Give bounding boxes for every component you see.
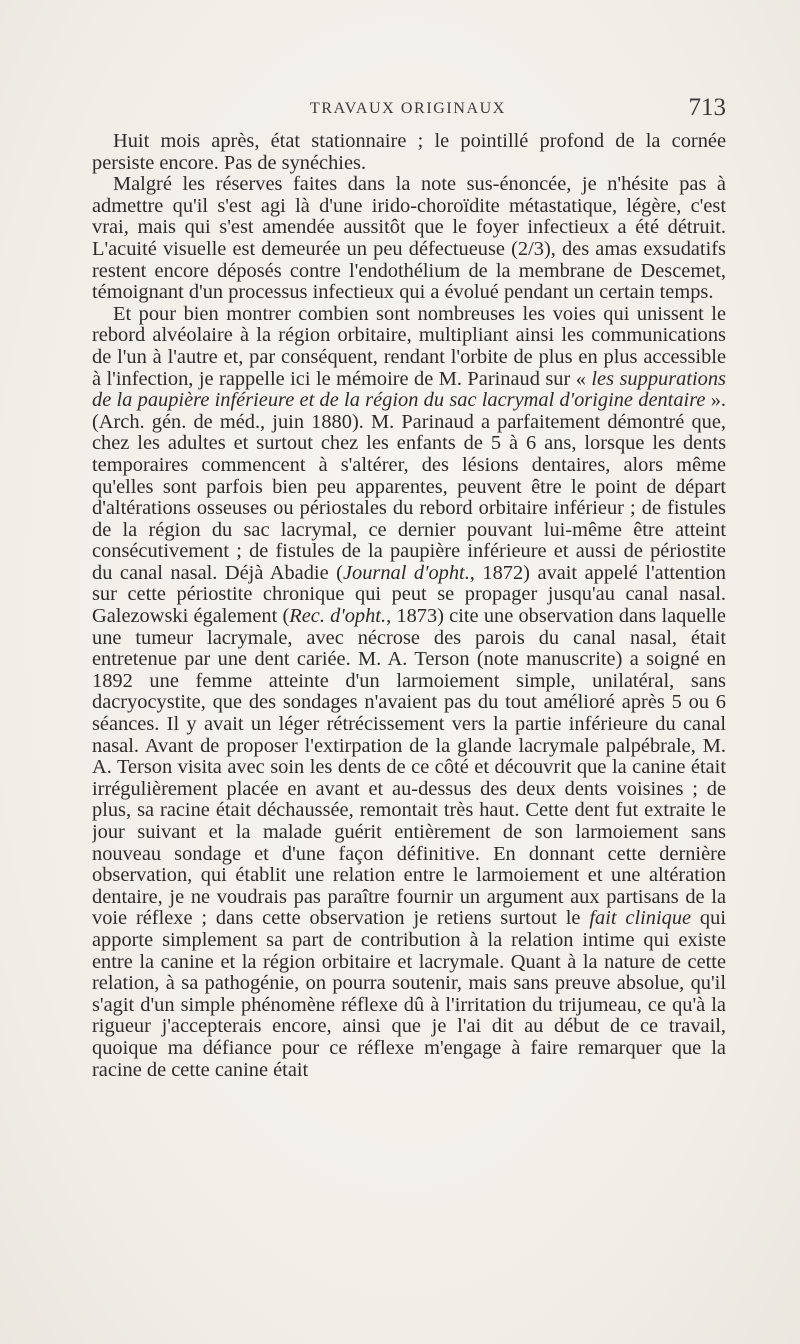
- paragraph-3-segment-3: ». (Arch. gén. de méd., juin 1880). M. Parinaud a parfaitement démontré que, chez les adultes et surtout chez les enfants de 5 à 6 ans, lorsque les dents temporaires commencent à s'altérer, des lésions dentaires, alors même qu'elles sont parfois bien peu apparentes, peuvent être le point de départ d'altérations osseuses ou périostales du rebord orbitaire inférieur ; de fistules de la région du sac lacrymal, ce dernier pouvant lui-même être atteint consécutivement ; de fistules de la paupière inférieure et aussi de périostite du canal nasal. Déjà Abadie (: [92, 389, 726, 584]
- page-header: [92, 96, 726, 126]
- paragraph-2: [92, 174, 726, 304]
- paragraph-1: [92, 131, 726, 174]
- page-number: 713: [688, 94, 726, 121]
- paragraph-3-rec-italic: Rec. d'opht.: [289, 605, 387, 628]
- paragraph-2-segment-1: Malgré les réserves faites dans la note sus-énoncée, je n'hésite pas à admettre qu'il s'est agi là d'une irido-choroïdite métastatique, légère, c'est vrai, mais qui s'est amendée aussitôt que le foyer infectieux a été détruit. L'acuité visuelle est demeurée un peu défectueuse (2/3), des amas exsudatifs restent encore déposés contre l'endothélium de la membrane de Descemet, témoignant d'un processus infectieux qui a évolué pendant un certain temps.: [92, 173, 726, 304]
- paragraph-3-journal-italic: Journal d'opht.: [342, 561, 470, 584]
- running-title: TRAVAUX ORIGINAUX: [310, 100, 506, 117]
- paragraph-3-segment-5: , 1872) avait appelé l'attention sur cette périostite chronique qui peut se propager jusqu'au canal nasal. Galezowski également (: [92, 561, 726, 628]
- paragraph-3-segment-9: qui apporte simplement sa part de contribution à la relation intime qui existe entre la canine et la région orbitaire et lacrymale. Quant à la nature de cette relation, à sa pathogénie, on pourra soutenir, mais sans preuve absolue, qu'il s'agit d'un simple phénomène réflexe dû à l'irritation du trijumeau, ce qu'à la rigueur j'accepterais encore, ainsi que je l'ai dit au début de ce travail, quoique ma défiance pour ce réflexe m'engage à faire remarquer que la racine de cette canine était: [92, 907, 726, 1081]
- paragraph-3-fait-clinique-italic: fait clinique: [589, 907, 692, 930]
- paragraph-3: [92, 304, 726, 1081]
- paragraph-3-title-italic: les suppurations de la paupière inférieure et de la région du sac lacrymal d'origine dentaire: [92, 367, 726, 412]
- paragraph-3-segment-1: Et pour bien montrer combien sont nombreuses les voies qui unissent le rebord alvéolaire à la région orbitaire, multipliant ainsi les communications de l'un à l'autre et, par conséquent, rendant l'orbite de plus en plus accessible à l'infection, je rappelle ici le mémoire de M. Parinaud sur «: [92, 302, 726, 390]
- paragraph-3-segment-7: , 1873) cite une observation dans laquelle une tumeur lacrymale, avec nécrose des parois du canal nasal, était entretenue par une dent cariée. M. A. Terson (note manuscrite) a soigné en 1892 une femme atteinte d'un larmoiement simple, unilatéral, sans dacryocystite, que des sondages n'avaient pas du tout amélioré après 5 ou 6 séances. Il y avait un léger rétrécissement vers la partie inférieure du canal nasal. Avant de proposer l'extirpation de la glande lacrymale palpébrale, M. A. Terson visita avec soin les dents de ce côté et découvrit que la canine était irrégulièrement placée en avant et au-dessus des deux dents voisines ; de plus, sa racine était déchaussée, remontait très haut. Cette dent fut extraite le jour suivant et la malade guérit entièrement de son larmoiement sans nouveau sondage et d'une façon définitive. En donnant cette dernière observation, qui établit une relation entre le larmoiement et une altération dentaire, je ne voudrais pas paraître fournir un argument aux partisans de la voie réflexe ; dans cette observation je retiens surtout le: [92, 605, 726, 930]
- paragraph-1-segment-1: Huit mois après, état stationnaire ; le pointillé profond de la cornée persiste encore. Pas de synéchies.: [92, 131, 726, 174]
- body-text: [92, 131, 726, 1201]
